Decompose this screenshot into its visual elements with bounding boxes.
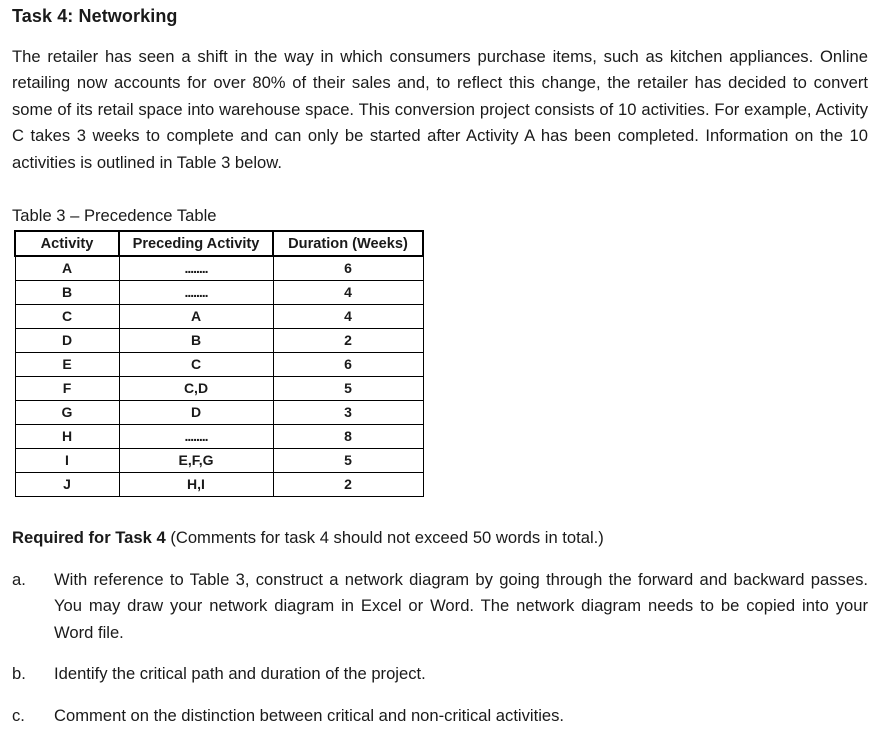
cell-duration: 8 [273,424,423,448]
cell-activity: H [15,424,119,448]
question-item-c [12,703,868,729]
item-text: With reference to Table 3, construct a network diagram by going through the forward and backward passes. You may draw your network diagram in Excel or Word. The network diagram needs to be copied into your Word file. [54,570,868,642]
cell-preceding: C,D [119,376,273,400]
cell-activity: D [15,328,119,352]
header-duration: Duration (Weeks) [273,231,423,256]
item-label: b. [12,664,26,683]
cell-activity: B [15,280,119,304]
cell-activity: C [15,304,119,328]
header-preceding-activity: Preceding Activity [119,231,273,256]
cell-activity: A [15,256,119,280]
table-row [15,472,423,496]
question-item-a [12,567,868,646]
item-label: c. [12,706,25,725]
cell-activity: J [15,472,119,496]
cell-activity: E [15,352,119,376]
required-heading: Required for Task 4 [12,528,166,547]
cell-preceding: H,I [119,472,273,496]
item-text: Comment on the distinction between critical and non-critical activities. [54,706,565,725]
cell-preceding: ........ [119,424,273,448]
table-row [15,304,423,328]
table-row [15,376,423,400]
cell-duration: 5 [273,448,423,472]
cell-duration: 5 [273,376,423,400]
cell-activity: G [15,400,119,424]
cell-preceding: B [119,328,273,352]
table-row [15,328,423,352]
cell-activity: F [15,376,119,400]
cell-duration: 3 [273,400,423,424]
cell-activity: I [15,448,119,472]
question-item-b [12,661,868,687]
table-row [15,352,423,376]
cell-duration: 6 [273,352,423,376]
cell-duration: 2 [273,472,423,496]
cell-duration: 4 [273,304,423,328]
table-row [15,256,423,280]
cell-duration: 4 [273,280,423,304]
intro-paragraph: The retailer has seen a shift in the way in which consumers purchase items, such as kitchen appliances. Online retailing now accounts for over 80% of their sales and, to reflect this change, the retailer has decided to convert some of its retail space into warehouse space. This conversion project consists of 10 activities. For example, Activity C takes 3 weeks to complete and can only be started after Activity A has been completed. Information on the 10 activities is outlined in Table 3 below. [12,47,868,172]
table-row [15,400,423,424]
table-row [15,280,423,304]
task-title: Task 4: Networking [12,6,178,26]
cell-preceding: ........ [119,256,273,280]
cell-preceding: D [119,400,273,424]
cell-preceding: A [119,304,273,328]
table-row [15,448,423,472]
table-row [15,424,423,448]
cell-duration: 6 [273,256,423,280]
cell-preceding: C [119,352,273,376]
header-activity: Activity [15,231,119,256]
cell-preceding: E,F,G [119,448,273,472]
cell-preceding: ........ [119,280,273,304]
table-header-row [15,231,423,256]
cell-duration: 2 [273,328,423,352]
item-label: a. [12,570,26,589]
item-text: Identify the critical path and duration of the project. [54,664,426,683]
precedence-table [14,230,424,497]
required-line [12,528,604,548]
required-note: (Comments for task 4 should not exceed 50 words in total.) [170,528,604,547]
table-caption: Table 3 – Precedence Table [12,206,217,225]
